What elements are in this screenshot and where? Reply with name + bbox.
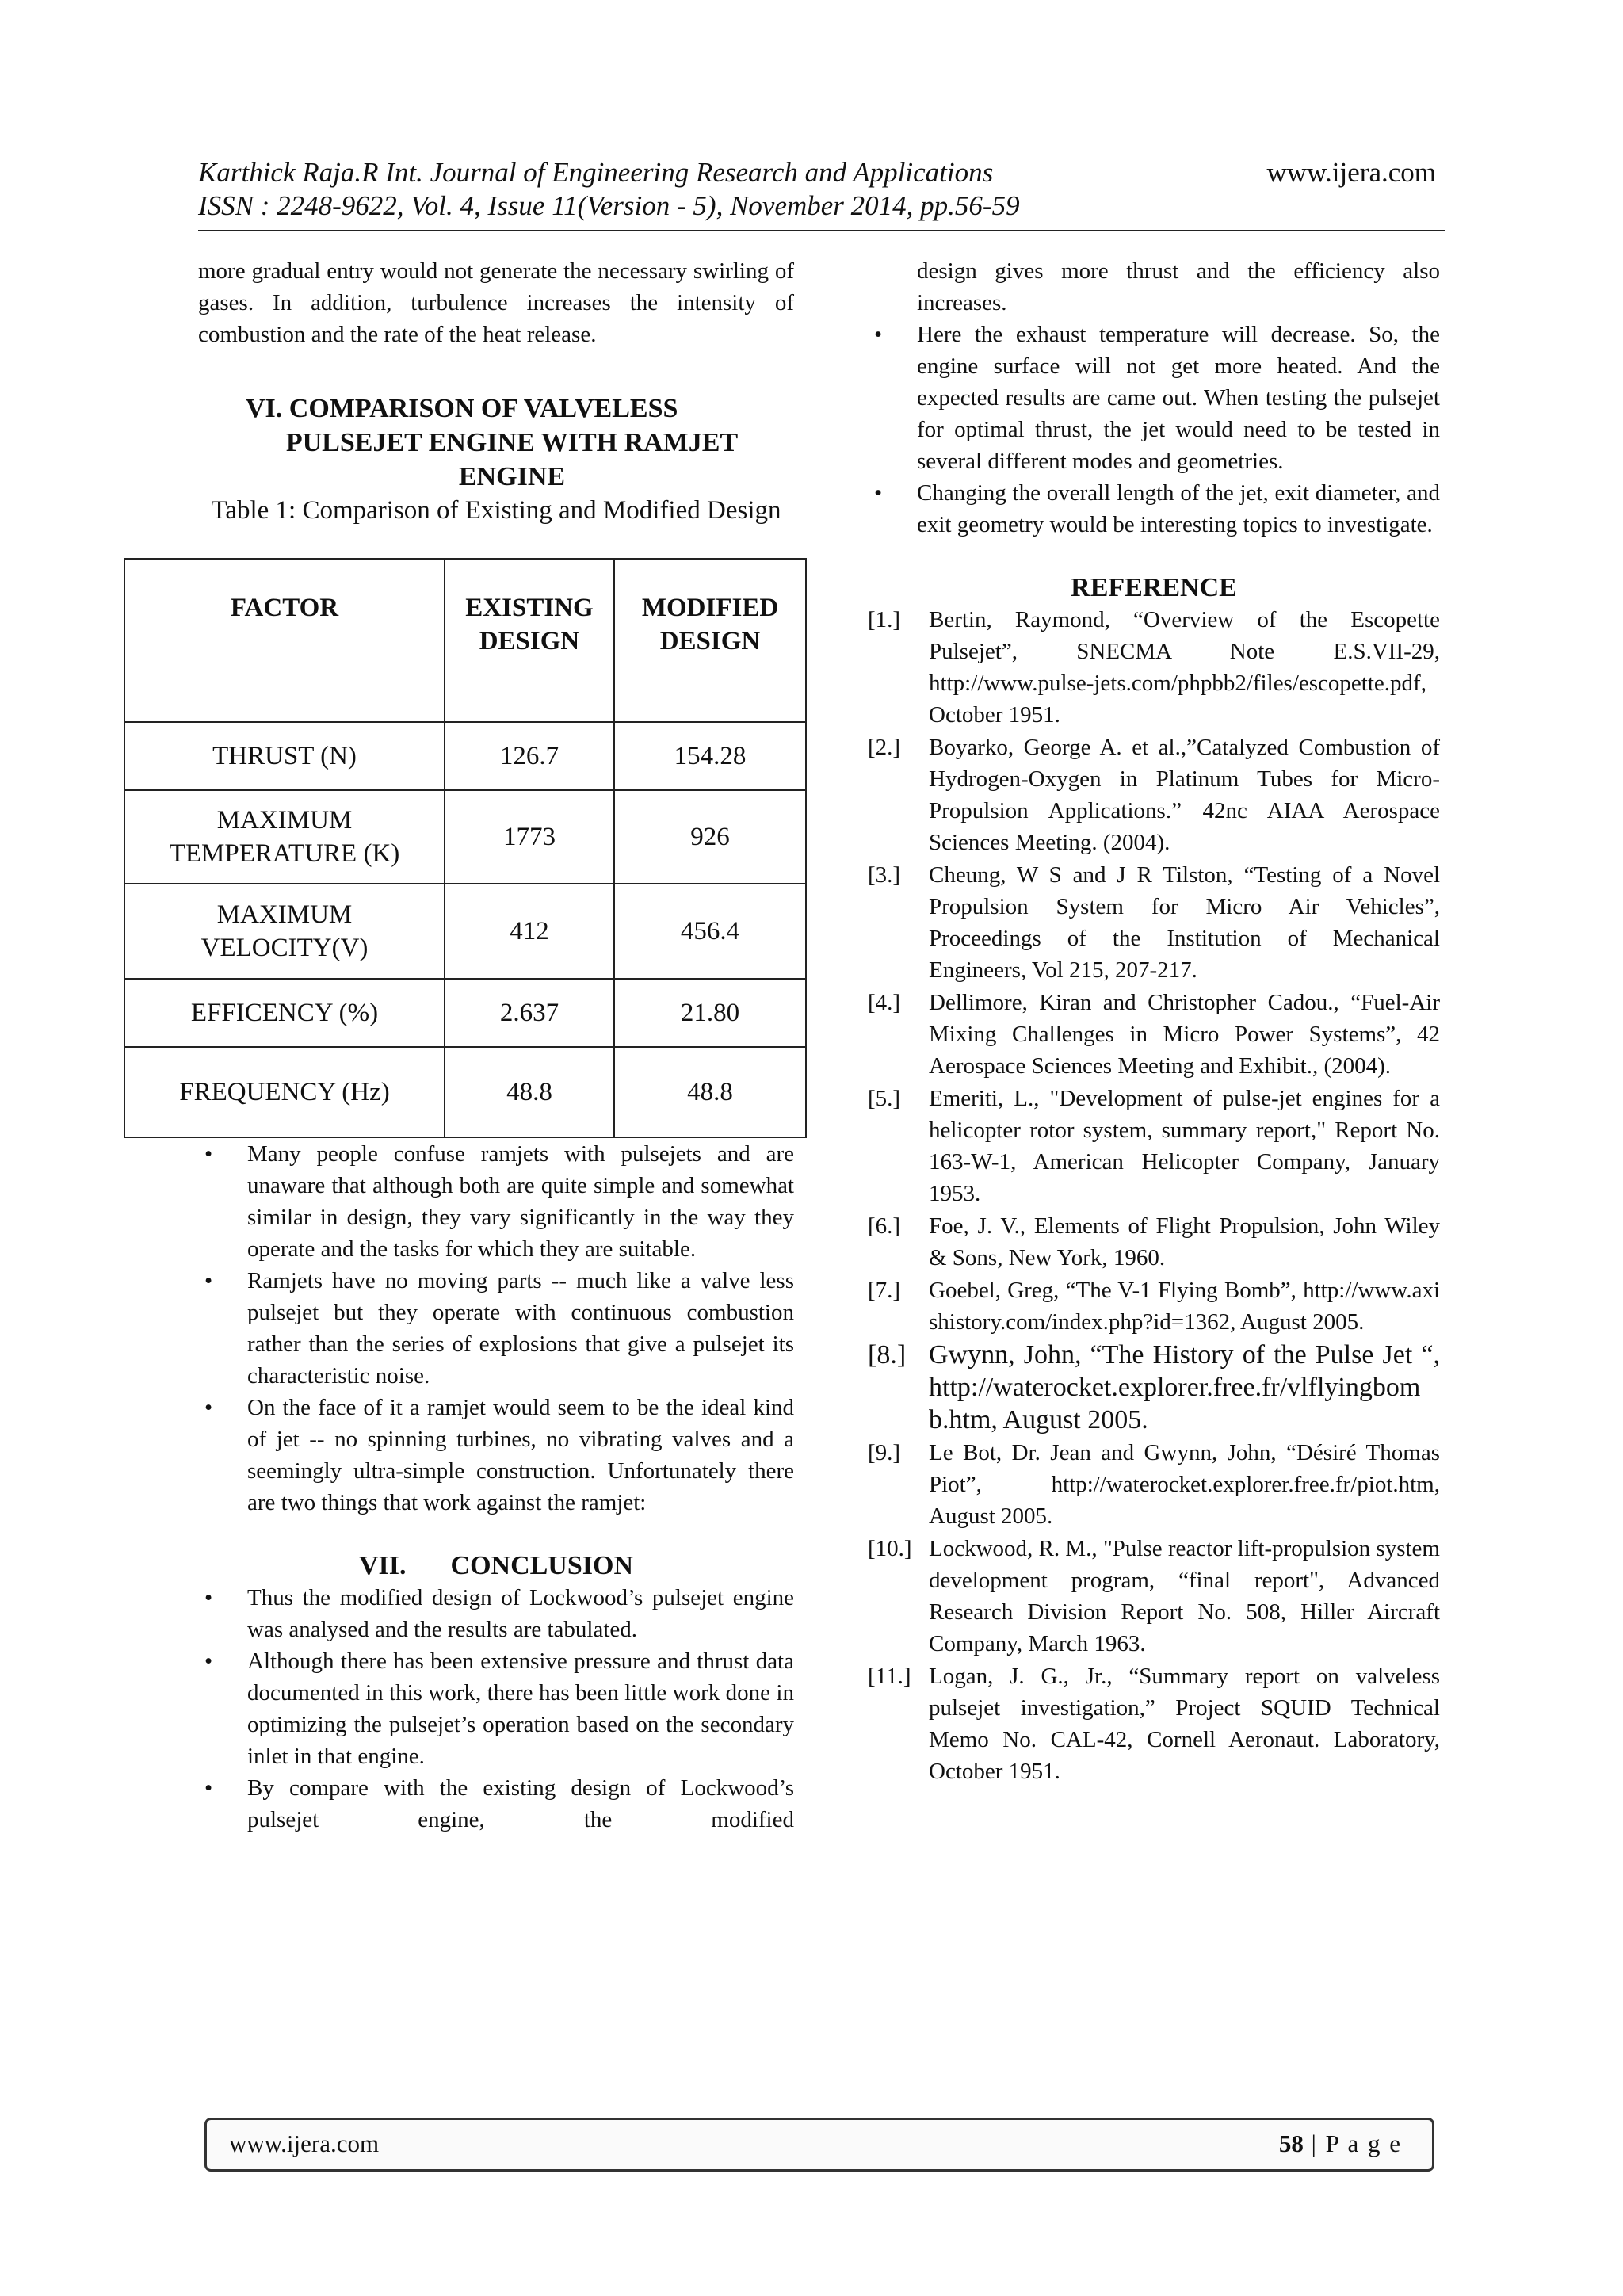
list-item [198, 1265, 794, 1392]
reference-list [868, 604, 1440, 1787]
list-item [198, 1582, 794, 1645]
page-label: | P a g e [1303, 2130, 1402, 2157]
list-item-text: Ramjets have no moving parts -- much like a valve less pulsejet but they operate with continuous combustion rather than the series of explosions that give a pulsejet its characteristic noise. [247, 1268, 794, 1389]
list-item-text: Many people confuse ramjets with pulsejets and are unaware that although both are quite simple and somewhat similar in design, they vary significantly in the way they operate and the tasks for which they are suitable. [247, 1141, 794, 1262]
list-item-text: Thus the modified design of Lockwood’s pulsejet engine was analysed and the results are tabulated. [247, 1585, 794, 1642]
reference-number: [8.] [868, 1340, 907, 1370]
reference-text: Boyarko, George A. et al.,”Catalyzed Combustion of Hydrogen-Oxygen in Platinum Tubes for Micro-Propulsion Applications.” 42nc AIAA Aerospace Sciences Meeting. (2004). [929, 735, 1440, 855]
table-cell: 126.7 [445, 722, 614, 790]
table-cell: 926 [614, 790, 806, 884]
reference-number: [7.] [868, 1278, 901, 1303]
reference-number: [2.] [868, 735, 901, 760]
reference-item [868, 987, 1440, 1082]
reference-item [868, 1210, 1440, 1274]
table-header-row [124, 559, 806, 722]
reference-heading: REFERENCE [1071, 573, 1237, 602]
reference-text: Gwynn, John, “The History of the Pulse Jet “, http://waterocket.explorer.free.fr/vlflyingbomb.htm, August 2005. [929, 1340, 1440, 1435]
table-row [124, 790, 806, 884]
reference-text: Emeriti, L., "Development of pulse-jet engines for a helicopter rotor system, summary report," Report No. 163-W-1, American Helicopter Company, January 1953. [929, 1086, 1440, 1206]
section-7-heading [198, 1550, 794, 1582]
list-item-text: Changing the overall length of the jet, exit diameter, and exit geometry would be interesting topics to investigate. [917, 480, 1440, 537]
section-6-heading-line1: VI. COMPARISON OF VALVELESS [246, 394, 678, 423]
reference-item [868, 1437, 1440, 1532]
table-cell: THRUST (N) [124, 722, 445, 790]
header-website: www.ijera.com [1266, 157, 1436, 188]
section-6-heading [198, 392, 794, 494]
reference-text: Logan, J. G., Jr., “Summary report on valveless pulsejet investigation,” Project SQUID Technical Memo No. CAL-42, Cornell Aeronaut. Laboratory, October 1951. [929, 1664, 1440, 1784]
reference-text: Foe, J. V., Elements of Flight Propulsion, John Wiley & Sons, New York, 1960. [929, 1213, 1440, 1270]
table-header-cell: FACTOR [124, 559, 445, 722]
list-item-text: Although there has been extensive pressure and thrust data documented in this work, there has been little work done in optimizing the pulsejet’s operation based on the secondary inlet in that engine. [247, 1648, 794, 1769]
list-item-text: Here the exhaust temperature will decrease. So, the engine surface will not get more heated. And the expected results are came out. When testing the pulsejet for optimal thrust, the jet would need to be tested in several different modes and geometries. [917, 322, 1440, 474]
reference-item [868, 732, 1440, 858]
reference-number: [3.] [868, 862, 901, 888]
reference-item [868, 1339, 1440, 1436]
table-cell: 154.28 [614, 722, 806, 790]
reference-number: [10.] [868, 1536, 912, 1561]
page-header [198, 152, 1445, 231]
reference-item [868, 604, 1440, 731]
section-7-number: VII. [358, 1551, 407, 1580]
list-item [868, 477, 1440, 541]
table-row [124, 979, 806, 1047]
table-cell: 412 [445, 884, 614, 979]
list-item [868, 255, 1440, 319]
page-footer [204, 2118, 1434, 2172]
table-cell: EFFICENCY (%) [124, 979, 445, 1047]
table-caption: Table 1: Comparison of Existing and Modified Design [211, 496, 781, 525]
reference-text: Lockwood, R. M., "Pulse reactor lift-propulsion system development program, “final report", Advanced Research Division Report No. 508, Hiller Aircraft Company, March 1963. [929, 1536, 1440, 1656]
reference-text: Dellimore, Kiran and Christopher Cadou., “Fuel-Air Mixing Challenges in Micro Power Systems”, 42 Aerospace Sciences Meeting and Exhibit., (2004). [929, 990, 1440, 1079]
reference-number: [5.] [868, 1086, 901, 1111]
reference-item [868, 1083, 1440, 1209]
table-header-cell: EXISTING DESIGN [445, 559, 614, 722]
list-item [198, 1772, 794, 1836]
list-item-text: By compare with the existing design of Lockwood’s pulsejet engine, the modified [247, 1775, 794, 1832]
bullet-icon: • [204, 1141, 213, 1167]
reference-text: Cheung, W S and J R Tilston, “Testing of a Novel Propulsion System for Micro Air Vehicles”, Proceedings of the Institution of Mechanical Engineers, Vol 215, 207-217. [929, 862, 1440, 983]
table-cell: FREQUENCY (Hz) [124, 1047, 445, 1137]
table-row [124, 722, 806, 790]
table-header-cell: MODIFIED DESIGN [614, 559, 806, 722]
list-item [198, 1392, 794, 1519]
page-number-value: 58 [1278, 2130, 1304, 2157]
table-cell: 456.4 [614, 884, 806, 979]
table-cell: 2.637 [445, 979, 614, 1047]
reference-number: [9.] [868, 1440, 901, 1465]
bullet-icon: • [204, 1585, 213, 1610]
bullet-icon: • [204, 1268, 213, 1293]
bullet-icon: • [874, 322, 883, 347]
table-cell: 48.8 [614, 1047, 806, 1137]
list-item [198, 1645, 794, 1772]
table-cell: 1773 [445, 790, 614, 884]
table-cell: MAXIMUM TEMPERATURE (K) [124, 790, 445, 884]
table-row [124, 1047, 806, 1137]
journal-citation-line1: Karthick Raja.R Int. Journal of Engineering Research and Applications [198, 157, 994, 188]
right-column [868, 255, 1440, 1788]
journal-citation-line2: ISSN : 2248-9622, Vol. 4, Issue 11(Version - 5), November 2014, pp.56-59 [198, 190, 1020, 221]
reference-number: [6.] [868, 1213, 901, 1239]
list-item [198, 1138, 794, 1265]
bullet-icon: • [204, 1648, 213, 1674]
table-row [124, 884, 806, 979]
section-6-heading-line2: PULSEJET ENGINE WITH RAMJET ENGINE [285, 428, 739, 491]
table-cell: 48.8 [445, 1047, 614, 1137]
bullet-icon: • [874, 480, 883, 506]
reference-number: [1.] [868, 607, 901, 632]
table-cell: MAXIMUM VELOCITY(V) [124, 884, 445, 979]
footer-website: www.ijera.com [229, 2130, 380, 2157]
page-number [1279, 2128, 1402, 2160]
reference-text: Goebel, Greg, “The V-1 Flying Bomb”, http://www.axishistory.com/index.php?id=1362, August 2005. [929, 1278, 1440, 1335]
conclusion-bullet-list [198, 1582, 794, 1836]
intro-paragraph: more gradual entry would not generate the necessary swirling of gases. In addition, turbulence increases the intensity of combustion and the rate of the heat release. [198, 258, 794, 347]
bullet-icon: • [204, 1775, 213, 1801]
reference-item [868, 859, 1440, 986]
reference-item [868, 1533, 1440, 1660]
table-cell: 21.80 [614, 979, 806, 1047]
ramjet-bullet-list [198, 1138, 794, 1519]
list-item-text: design gives more thrust and the efficiency also increases. [917, 258, 1440, 315]
conclusion-continued-list [868, 255, 1440, 541]
left-column [169, 255, 794, 1836]
section-7-title: CONCLUSION [450, 1551, 633, 1580]
reference-number: [11.] [868, 1664, 911, 1689]
bullet-icon: • [204, 1395, 213, 1420]
reference-item [868, 1660, 1440, 1787]
list-item [868, 319, 1440, 477]
list-item-text: On the face of it a ramjet would seem to be the ideal kind of jet -- no spinning turbines, no vibrating valves and a seemingly ultra-simple construction. Unfortunately there are two things that work against the ramjet: [247, 1395, 794, 1515]
reference-number: [4.] [868, 990, 901, 1015]
reference-text: Le Bot, Dr. Jean and Gwynn, John, “Désiré Thomas Piot”, http://waterocket.explorer.free.fr/piot.htm, August 2005. [929, 1440, 1440, 1529]
reference-text: Bertin, Raymond, “Overview of the Escopette Pulsejet”, SNECMA Note E.S.VII-29, http://www.pulse-jets.com/phpbb2/files/escopette.pdf, October 1951. [929, 607, 1440, 728]
reference-item [868, 1274, 1440, 1338]
comparison-table [124, 558, 807, 1138]
